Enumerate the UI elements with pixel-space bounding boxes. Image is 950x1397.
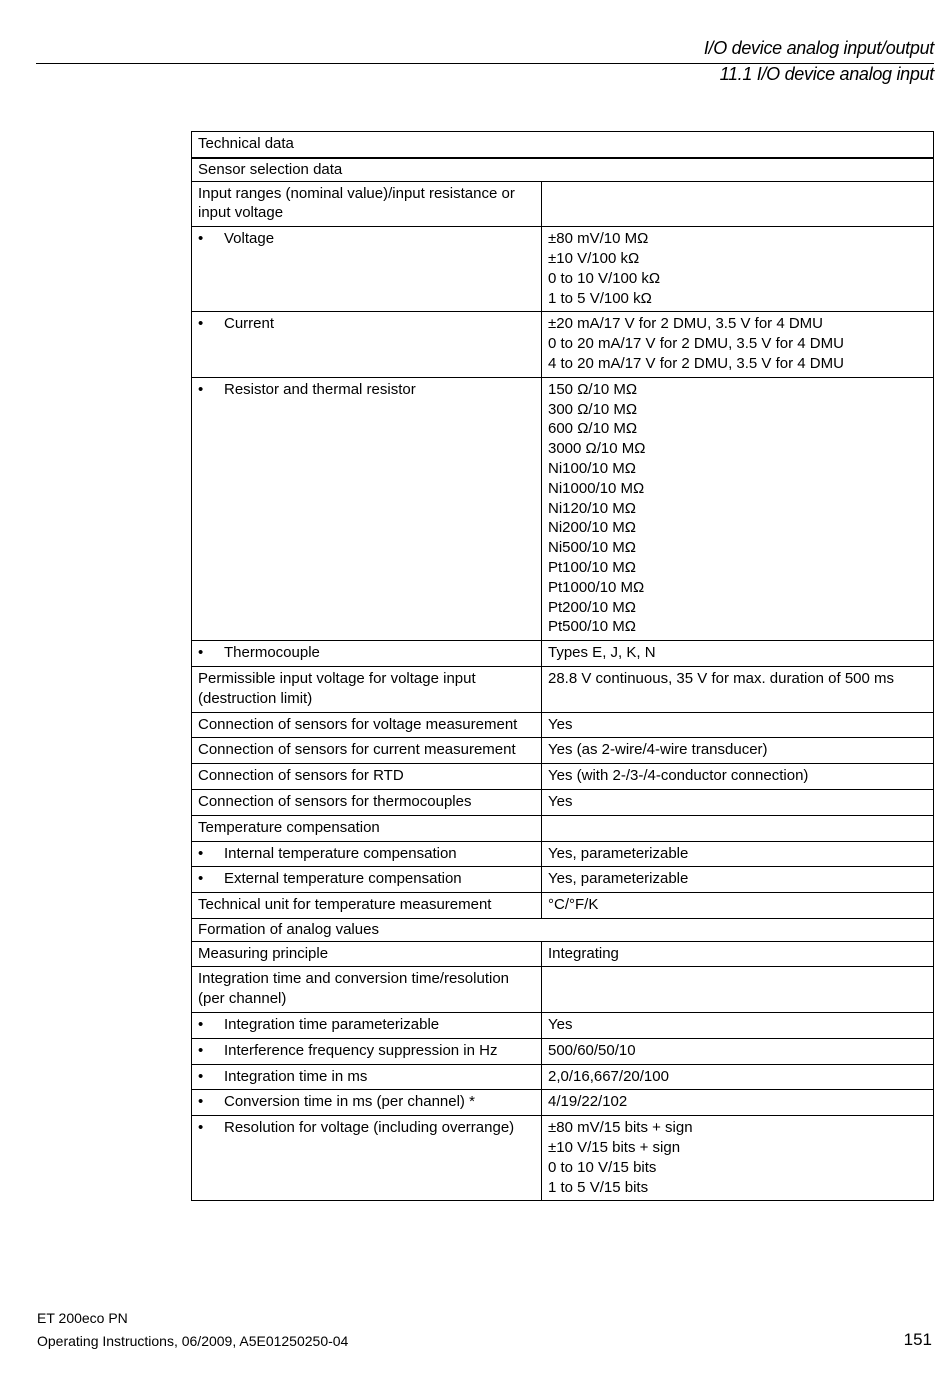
row-value: °C/°F/K [548, 896, 599, 914]
row-value: 0 to 20 mA/17 V for 2 DMU, 3.5 V for 4 DMU [548, 335, 844, 353]
row-value: Yes, parameterizable [548, 870, 689, 888]
row-label: Integration time in ms [224, 1067, 368, 1085]
row-value: 600 Ω/10 MΩ [548, 420, 638, 438]
row-value-cell [542, 312, 934, 377]
row-value-cell [542, 1090, 934, 1116]
section-heading: Formation of analog values [192, 918, 934, 941]
row-value: Yes [548, 715, 573, 733]
row-value: ±20 mA/17 V for 2 DMU, 3.5 V for 4 DMU [548, 315, 823, 333]
bullet-icon: • [198, 844, 204, 862]
row-label-cell [192, 941, 542, 967]
row-value-cell [542, 712, 934, 738]
row-value: Pt1000/10 MΩ [548, 578, 645, 596]
row-label: Connection of sensors for RTD [198, 767, 404, 785]
table-row [192, 712, 934, 738]
row-label: Permissible input voltage for voltage input (destruction limit) [198, 669, 476, 707]
table-row [192, 377, 934, 640]
row-label-cell [192, 841, 542, 867]
table-row [192, 1038, 934, 1064]
section-heading: Sensor selection data [192, 158, 934, 181]
row-value: 1 to 5 V/15 bits [548, 1178, 649, 1196]
bullet-icon: • [198, 380, 204, 398]
row-value: 150 Ω/10 MΩ [548, 380, 638, 398]
table-row [192, 764, 934, 790]
row-value-cell [542, 1038, 934, 1064]
row-value: Yes (with 2-/3-/4-conductor connection) [548, 767, 809, 785]
row-label-cell [192, 1090, 542, 1116]
row-value-cell [542, 789, 934, 815]
row-value-cell [542, 893, 934, 919]
row-label: Internal temperature compensation [224, 844, 457, 862]
row-label-cell [192, 312, 542, 377]
table-row [192, 967, 934, 1013]
section-title: 11.1 I/O device analog input [719, 64, 934, 84]
bullet-icon: • [198, 230, 204, 248]
row-label: Technical unit for temperature measurement [198, 896, 492, 914]
row-value-cell [542, 867, 934, 893]
row-label-cell [192, 712, 542, 738]
row-value-cell [542, 841, 934, 867]
row-label: Current [224, 315, 275, 333]
table-row [192, 227, 934, 312]
table-row [192, 789, 934, 815]
table-row [192, 867, 934, 893]
bullet-icon: • [198, 1016, 204, 1034]
row-value: 3000 Ω/10 MΩ [548, 440, 646, 458]
footer-product: ET 200eco PN [37, 1310, 128, 1326]
row-label: Connection of sensors for voltage measurement [198, 715, 518, 733]
row-value: Integrating [548, 944, 619, 962]
row-value-cell [542, 941, 934, 967]
row-label: Conversion time in ms (per channel) * [224, 1093, 475, 1111]
bullet-icon: • [198, 1093, 204, 1111]
row-value: 500/60/50/10 [548, 1041, 636, 1059]
row-value-cell [542, 227, 934, 312]
row-value-cell [542, 1013, 934, 1039]
bullet-icon: • [198, 315, 204, 333]
table-row [192, 893, 934, 919]
row-label: Interference frequency suppression in Hz [224, 1041, 498, 1059]
table-row [192, 1116, 934, 1201]
table-row [192, 666, 934, 712]
row-value: Ni100/10 MΩ [548, 459, 636, 477]
row-value: 1 to 5 V/100 kΩ [548, 289, 652, 307]
row-value: ±10 V/15 bits + sign [548, 1139, 681, 1157]
row-label-cell [192, 867, 542, 893]
table-row [192, 941, 934, 967]
row-label: Resolution for voltage (including overrange) [224, 1119, 515, 1137]
row-value: 4 to 20 mA/17 V for 2 DMU, 3.5 V for 4 DMU [548, 354, 844, 372]
row-label: Input ranges (nominal value)/input resistance or input voltage [198, 184, 515, 222]
row-value: Ni1000/10 MΩ [548, 479, 645, 497]
table-row [192, 1013, 934, 1039]
row-value: Types E, J, K, N [548, 644, 656, 662]
row-label-cell [192, 1116, 542, 1201]
row-value: 0 to 10 V/100 kΩ [548, 269, 661, 287]
row-label-cell [192, 815, 542, 841]
row-label-cell [192, 1013, 542, 1039]
bullet-icon: • [198, 1067, 204, 1085]
table-row [192, 312, 934, 377]
row-value-cell [542, 1116, 934, 1201]
row-label-cell [192, 967, 542, 1013]
row-value-cell [542, 641, 934, 667]
row-label-cell [192, 666, 542, 712]
row-label-cell [192, 641, 542, 667]
section-heading-row [192, 158, 934, 181]
row-value-cell [542, 764, 934, 790]
bullet-icon: • [198, 1119, 204, 1137]
table-row [192, 1090, 934, 1116]
page-number: 151 [903, 1330, 932, 1349]
row-label: External temperature compensation [224, 870, 462, 888]
row-value: Yes, parameterizable [548, 844, 689, 862]
row-value: Pt500/10 MΩ [548, 618, 636, 636]
row-value: ±10 V/100 kΩ [548, 249, 640, 267]
row-label: Connection of sensors for thermocouples [198, 792, 472, 810]
row-label: Voltage [224, 230, 275, 248]
table-row [192, 641, 934, 667]
bullet-icon: • [198, 870, 204, 888]
bullet-icon: • [198, 644, 204, 662]
row-label: Temperature compensation [198, 818, 380, 836]
row-label-cell [192, 738, 542, 764]
row-value: ±80 mV/10 MΩ [548, 230, 649, 248]
row-value: Pt200/10 MΩ [548, 598, 636, 616]
row-value: Ni120/10 MΩ [548, 499, 636, 517]
row-value: Pt100/10 MΩ [548, 558, 636, 576]
row-value: ±80 mV/15 bits + sign [548, 1119, 693, 1137]
row-value: Ni200/10 MΩ [548, 519, 636, 537]
row-label-cell [192, 1064, 542, 1090]
row-value-cell [542, 967, 934, 1013]
table-row [192, 815, 934, 841]
row-value-cell [542, 1064, 934, 1090]
bullet-icon: • [198, 1041, 204, 1059]
row-value: Ni500/10 MΩ [548, 539, 636, 557]
row-value-cell [542, 666, 934, 712]
row-label-cell [192, 1038, 542, 1064]
chapter-title: I/O device analog input/output [703, 38, 934, 58]
row-value-cell [542, 181, 934, 227]
row-label: Resistor and thermal resistor [224, 380, 416, 398]
footer-document: Operating Instructions, 06/2009, A5E01250250-04 [37, 1333, 349, 1349]
technical-data-table [191, 131, 934, 1201]
section-heading-row [192, 918, 934, 941]
row-label-cell [192, 181, 542, 227]
row-value: Yes [548, 792, 573, 810]
row-label: Connection of sensors for current measurement [198, 741, 516, 759]
table-title-row [192, 132, 934, 158]
row-value-cell [542, 377, 934, 640]
row-value: 4/19/22/102 [548, 1093, 628, 1111]
table-row [192, 841, 934, 867]
row-value: 28.8 V continuous, 35 V for max. duration of 500 ms [548, 669, 895, 687]
row-label-cell [192, 377, 542, 640]
row-label: Integration time and conversion time/resolution (per channel) [198, 970, 510, 1008]
row-value: Yes [548, 1016, 573, 1034]
table-title: Technical data [192, 132, 934, 158]
row-value: 2,0/16,667/20/100 [548, 1067, 669, 1085]
row-label-cell [192, 764, 542, 790]
row-label: Measuring principle [198, 944, 329, 962]
row-label: Integration time parameterizable [224, 1016, 440, 1034]
row-value-cell [542, 738, 934, 764]
row-value: Yes (as 2-wire/4-wire transducer) [548, 741, 768, 759]
row-label-cell [192, 893, 542, 919]
row-label-cell [192, 227, 542, 312]
row-label-cell [192, 789, 542, 815]
table-row [192, 1064, 934, 1090]
row-value: 0 to 10 V/15 bits [548, 1158, 657, 1176]
row-value: 300 Ω/10 MΩ [548, 400, 638, 418]
row-label: Thermocouple [224, 644, 320, 662]
table-row [192, 181, 934, 227]
row-value-cell [542, 815, 934, 841]
table-row [192, 738, 934, 764]
